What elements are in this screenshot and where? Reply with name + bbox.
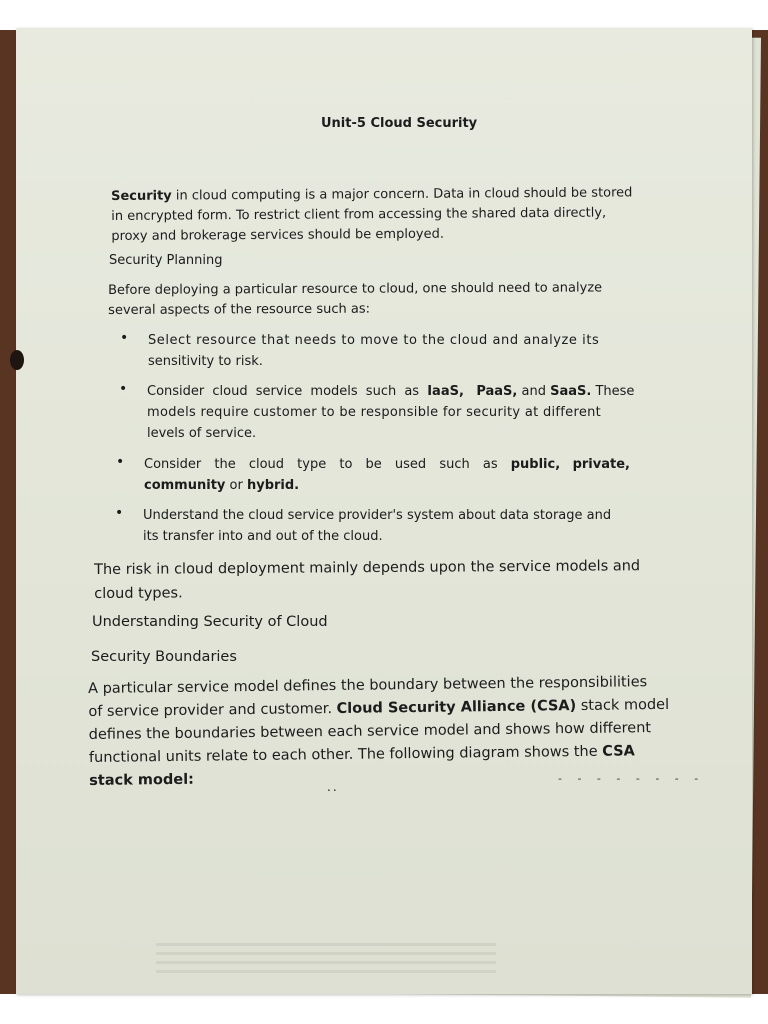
- bullet-text-or: or: [225, 478, 247, 493]
- term-hybrid: hybrid.: [246, 478, 300, 493]
- intro-line-3: proxy and brokerage services should be employed.: [111, 226, 444, 244]
- term-community: community: [144, 478, 226, 493]
- bullet-line: Understand the cloud service provider's system about data storage and: [143, 508, 612, 523]
- term-csa-short: CSA: [602, 743, 635, 760]
- boundaries-line-2-post: stack model: [576, 696, 670, 715]
- bullet-line: sensitivity to risk.: [148, 354, 263, 369]
- intro-bold-security: Security: [111, 188, 172, 204]
- bullet-text: [148, 330, 599, 372]
- bullet-icon: •: [120, 330, 129, 346]
- intro-paragraph: [111, 183, 633, 247]
- bullet-text: [147, 381, 634, 444]
- boundaries-line-3: defines the boundaries between each service model and shows how different: [88, 720, 652, 743]
- photo-background-top: [0, 0, 768, 30]
- before-line-1: Before deploying a particular resource to cloud, one should need to analyze: [108, 280, 603, 298]
- term-stack-model: stack model:: [89, 771, 195, 789]
- intro-line-2: in encrypted form. To restrict client from accessing the shared data directly,: [111, 205, 607, 224]
- punch-hole: [10, 350, 24, 370]
- risk-line-2: cloud types.: [94, 585, 183, 602]
- bullet-icon: •: [116, 454, 125, 470]
- bullet-text-pre: Consider the cloud type to be used such as: [144, 457, 511, 472]
- term-saas: SaaS.: [550, 384, 592, 399]
- bullet-icon: •: [119, 381, 128, 397]
- term-iaas: IaaS,: [427, 384, 464, 399]
- bullet-text-these: These: [595, 384, 635, 399]
- security-planning-heading: Security Planning: [109, 253, 223, 268]
- bullet-line: its transfer into and out of the cloud.: [143, 529, 383, 544]
- bleed-through-text: [156, 943, 496, 979]
- risk-paragraph: [94, 554, 640, 606]
- bullet-text-and: and: [521, 384, 546, 399]
- before-deploying-paragraph: [108, 278, 602, 321]
- intro-line-1-rest: in cloud computing is a major concern. Data in cloud should be stored: [171, 185, 633, 204]
- bullet-line: models require customer to be responsible for security at different: [147, 405, 602, 420]
- term-paas: PaaS,: [476, 384, 518, 399]
- term-csa: Cloud Security Alliance (CSA): [336, 698, 577, 717]
- page-title: Unit-5 Cloud Security: [321, 116, 478, 131]
- stray-marks-a: ..: [327, 780, 339, 794]
- bullet-line: Select resource that needs to move to the cloud and analyze its: [148, 333, 600, 348]
- boundaries-line-1: A particular service model defines the boundary between the responsibilities: [88, 674, 648, 697]
- term-private: private,: [572, 457, 630, 472]
- bullet-text: [143, 505, 611, 547]
- boundaries-line-2-pre: of service provider and customer.: [88, 700, 337, 720]
- bullet-line: [144, 454, 630, 475]
- security-boundaries-heading: Security Boundaries: [91, 649, 237, 665]
- bullet-icon: •: [115, 505, 124, 521]
- before-line-2: several aspects of the resource such as:: [108, 301, 370, 318]
- stray-marks-b: - - - - - - - -: [558, 772, 705, 785]
- risk-line-1: The risk in cloud deployment mainly depends upon the service models and: [94, 558, 641, 578]
- photo-background-bottom: [0, 994, 768, 1024]
- bullet-line: [147, 381, 634, 402]
- bullet-text-pre: Consider cloud service models such as: [147, 384, 428, 399]
- bullet-line: levels of service.: [147, 426, 257, 441]
- bullet-text: [144, 454, 630, 496]
- term-public: public,: [510, 457, 561, 472]
- understanding-security-heading: Understanding Security of Cloud: [92, 614, 328, 630]
- boundaries-line-4-pre: functional units relate to each other. The following diagram shows the: [88, 743, 603, 766]
- bullet-line: [144, 475, 630, 496]
